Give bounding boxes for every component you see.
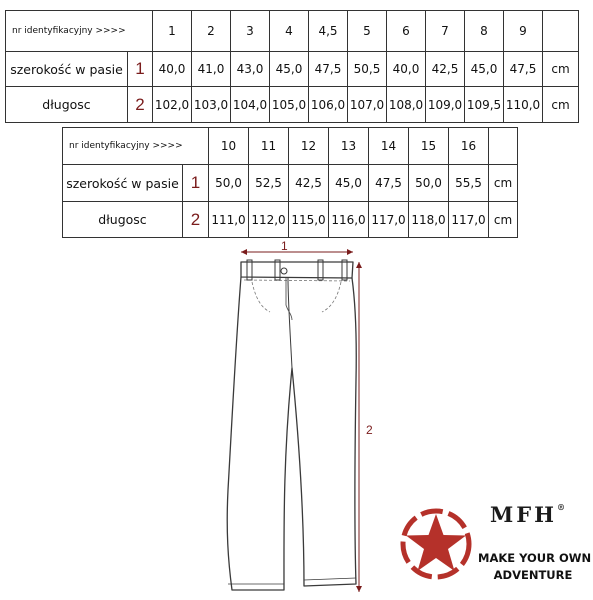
trousers-stitching [244,280,350,312]
table-cell: 115,0 [289,202,329,238]
table-cell: 45,0 [465,52,504,87]
size-id: 4 [270,11,309,52]
length-marker-label: 2 [366,423,373,437]
table-cell: 110,0 [504,87,543,123]
table-cell: 116,0 [329,202,369,238]
star-emblem-icon [398,506,474,582]
table-cell: 42,5 [426,52,465,87]
waist-arrow-left [241,249,247,255]
id-header-label: nr identyfikacyjny >>>> [6,11,153,52]
table-cell: 40,0 [153,52,192,87]
table-cell: 106,0 [309,87,348,123]
table-cell: 118,0 [409,202,449,238]
row-marker: 1 [128,52,153,87]
size-id: 6 [387,11,426,52]
row-label-length: długosc [63,202,183,238]
length-arrow-bottom [356,586,362,592]
size-id: 13 [329,128,369,165]
row-label-waist: szerokość w pasie [63,165,183,202]
table-cell: 103,0 [192,87,231,123]
row-marker: 1 [183,165,209,202]
size-id: 9 [504,11,543,52]
table-cell: 45,0 [329,165,369,202]
size-id: 2 [192,11,231,52]
table-cell: 50,5 [348,52,387,87]
table-cell: 104,0 [231,87,270,123]
table-cell: 47,5 [369,165,409,202]
table-cell: 47,5 [504,52,543,87]
size-id: 1 [153,11,192,52]
id-header-label: nr identyfikacyjny >>>> [63,128,209,165]
table-cell: 109,5 [465,87,504,123]
size-id: 3 [231,11,270,52]
slogan-line-1: MAKE YOUR OWN [478,551,592,565]
table-cell: 112,0 [249,202,289,238]
table-cell: 50,0 [409,165,449,202]
length-arrow-top [356,262,362,268]
registered-mark: ® [557,502,565,512]
table-cell: 55,5 [449,165,489,202]
table-cell: 50,0 [209,165,249,202]
size-id: 5 [348,11,387,52]
waist-button-icon [281,268,287,274]
size-id: 11 [249,128,289,165]
table-cell: 105,0 [270,87,309,123]
unit-cell: cm [543,52,579,87]
table-cell: 42,5 [289,165,329,202]
brand-name [490,502,565,527]
size-id: 4,5 [309,11,348,52]
slogan-line-2: ADVENTURE [493,568,573,582]
table-cell: 117,0 [369,202,409,238]
size-id: 15 [409,128,449,165]
table-cell: 47,5 [309,52,348,87]
size-id: 10 [209,128,249,165]
trousers-outline [227,262,356,590]
table-cell: 41,0 [192,52,231,87]
size-id: 7 [426,11,465,52]
table-cell: 43,0 [231,52,270,87]
row-label-waist: szerokość w pasie [6,52,128,87]
table-cell: 40,0 [387,52,426,87]
width-marker-label: 1 [281,239,288,253]
table-cell: 117,0 [449,202,489,238]
table-cell: 109,0 [426,87,465,123]
table-cell: 107,0 [348,87,387,123]
table-cell: 111,0 [209,202,249,238]
unit-cell: cm [489,165,518,202]
size-id: 8 [465,11,504,52]
size-id: 14 [369,128,409,165]
table-cell: 45,0 [270,52,309,87]
size-id: 12 [289,128,329,165]
size-id: 16 [449,128,489,165]
row-marker: 2 [183,202,209,238]
table-cell: 52,5 [249,165,289,202]
brand-text: MFH [490,502,557,527]
table-cell: 102,0 [153,87,192,123]
mfh-logo [398,500,592,595]
table-cell: 108,0 [387,87,426,123]
unit-cell: cm [489,202,518,238]
waist-arrow-right [347,249,353,255]
row-marker: 2 [128,87,153,123]
unit-cell: cm [543,87,579,123]
row-label-length: długosc [6,87,128,123]
